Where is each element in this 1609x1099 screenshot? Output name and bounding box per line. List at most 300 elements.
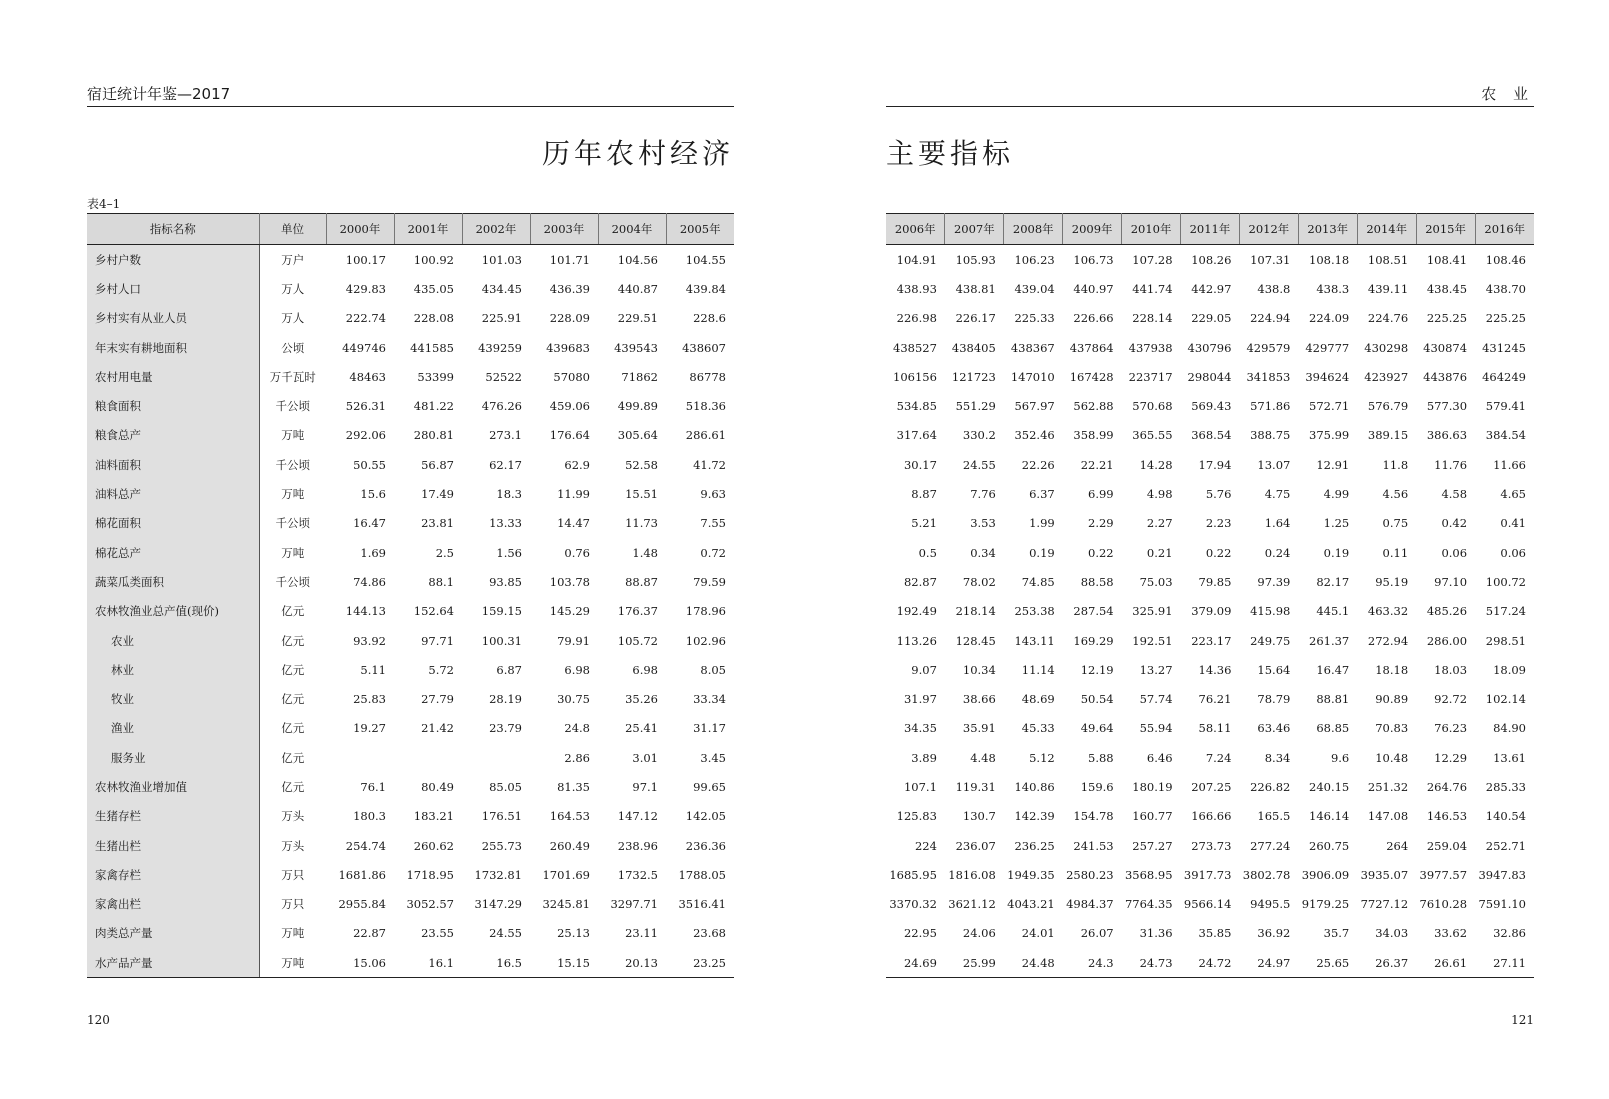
value-cell: 25.41: [625, 721, 658, 736]
value-cell: 74.85: [1021, 574, 1055, 589]
value-cell: 32.86: [1493, 926, 1526, 941]
table-row: [87, 714, 734, 743]
indicator-unit: 千公顷: [275, 399, 310, 414]
value-cell: 0.06: [1500, 545, 1526, 560]
value-cell: 14.36: [1198, 662, 1232, 677]
data-table-right: [886, 213, 1534, 978]
value-cell: 76.23: [1434, 721, 1468, 736]
value-cell: 76.21: [1198, 692, 1232, 707]
value-cell: 286.00: [1426, 633, 1468, 648]
table-row: [87, 743, 734, 772]
page-number-left: 120: [87, 1013, 110, 1027]
value-cell: 52522: [485, 369, 522, 384]
value-cell: 443876: [1423, 369, 1468, 384]
value-cell: 192.49: [896, 604, 937, 619]
value-cell: 24.8: [564, 721, 590, 736]
indicator-unit: 万头: [281, 838, 305, 853]
value-cell: 305.64: [617, 428, 658, 443]
table-row: [87, 479, 734, 508]
value-cell: 53399: [417, 369, 454, 384]
value-cell: 261.37: [1309, 633, 1350, 648]
value-cell: 33.62: [1434, 926, 1468, 941]
value-cell: 438405: [951, 340, 996, 355]
value-cell: 11.8: [1382, 457, 1409, 472]
value-cell: 106.73: [1073, 252, 1114, 267]
indicator-name: 粮食总产: [87, 421, 259, 450]
value-cell: 28.19: [489, 692, 522, 707]
value-cell: 10.48: [1375, 750, 1409, 765]
value-cell: 62.17: [489, 457, 522, 472]
value-cell: 34.03: [1375, 926, 1409, 941]
table-row: [886, 684, 1534, 713]
value-cell: 79.59: [693, 574, 726, 589]
value-cell: 11.73: [625, 516, 658, 531]
value-cell: 100.92: [413, 252, 454, 267]
value-cell: 26.07: [1080, 926, 1114, 941]
value-cell: 23.79: [489, 721, 522, 736]
value-cell: 31.36: [1139, 926, 1173, 941]
value-cell: 341853: [1246, 369, 1291, 384]
value-cell: 1816.08: [948, 867, 996, 882]
value-cell: 35.91: [962, 721, 996, 736]
value-cell: 285.33: [1485, 779, 1526, 794]
value-cell: 226.98: [896, 311, 937, 326]
value-cell: 30.75: [557, 692, 590, 707]
value-cell: 68.85: [1316, 721, 1350, 736]
header-year: 2011年: [1181, 214, 1240, 245]
table-row: [886, 245, 1534, 275]
value-cell: 176.51: [481, 809, 522, 824]
value-cell: 260.62: [413, 838, 454, 853]
value-cell: 476.26: [481, 399, 522, 414]
value-cell: 6.99: [1088, 487, 1114, 502]
value-cell: 145.29: [549, 604, 590, 619]
value-cell: 325.91: [1132, 604, 1173, 619]
table-row: [87, 567, 734, 596]
value-cell: 35.7: [1323, 926, 1350, 941]
value-cell: 570.68: [1132, 399, 1173, 414]
value-cell: 440.97: [1073, 281, 1114, 296]
indicator-name: 油料总产: [87, 479, 259, 508]
value-cell: 438607: [682, 340, 726, 355]
table-row: [886, 391, 1534, 420]
value-cell: 430298: [1364, 340, 1409, 355]
value-cell: 3621.12: [948, 897, 996, 912]
value-cell: 23.25: [666, 948, 734, 978]
value-cell: 164.53: [549, 809, 590, 824]
value-cell: 18.3: [496, 487, 522, 502]
value-cell: 76.1: [360, 779, 386, 794]
table-row: [87, 948, 734, 978]
value-cell: 24.3: [1063, 948, 1122, 978]
value-cell: 176.37: [617, 604, 658, 619]
indicator-unit: 万人: [281, 281, 305, 296]
table-row: [886, 304, 1534, 333]
indicator-name: 年末实有耕地面积: [87, 333, 259, 362]
value-cell: 143.11: [1014, 633, 1055, 648]
value-cell: 273.73: [1191, 838, 1232, 853]
value-cell: 102.14: [1485, 692, 1526, 707]
value-cell: 257.27: [1132, 838, 1173, 853]
value-cell: 2580.23: [1066, 867, 1114, 882]
value-cell: 352.46: [1014, 428, 1055, 443]
value-cell: 97.10: [1434, 574, 1468, 589]
value-cell: 25.65: [1298, 948, 1357, 978]
value-cell: 12.29: [1434, 750, 1468, 765]
value-cell: 228.6: [693, 311, 726, 326]
value-cell: 249.75: [1250, 633, 1291, 648]
value-cell: 3947.83: [1478, 867, 1526, 882]
value-cell: 436.39: [549, 281, 590, 296]
header-year: 2016年: [1475, 214, 1534, 245]
indicator-name: 蔬菜瓜类面积: [87, 567, 259, 596]
value-cell: 3802.78: [1242, 867, 1291, 882]
value-cell: 180.3: [353, 809, 386, 824]
header-unit: 单位: [259, 214, 326, 245]
value-cell: 569.43: [1191, 399, 1232, 414]
header-year: 2015年: [1416, 214, 1475, 245]
value-cell: 79.85: [1198, 574, 1232, 589]
value-cell: 3052.57: [406, 897, 454, 912]
value-cell: 105.93: [955, 252, 996, 267]
indicator-name: 生猪存栏: [87, 802, 259, 831]
value-cell: 5.76: [1205, 487, 1232, 502]
value-cell: 26.37: [1357, 948, 1416, 978]
value-cell: 438527: [893, 340, 937, 355]
value-cell: 5.88: [1088, 750, 1114, 765]
value-cell: 225.25: [1426, 311, 1468, 326]
indicator-unit: 万吨: [281, 926, 305, 941]
value-cell: 567.97: [1014, 399, 1055, 414]
value-cell: 330.2: [962, 428, 996, 443]
value-cell: 140.86: [1014, 779, 1055, 794]
table-row: [87, 860, 734, 889]
value-cell: 228.14: [1132, 311, 1173, 326]
value-cell: 101.71: [549, 252, 590, 267]
value-cell: 238.96: [617, 838, 658, 853]
value-cell: 218.14: [955, 604, 996, 619]
value-cell: 108.46: [1485, 252, 1526, 267]
value-cell: 140.54: [1485, 809, 1526, 824]
table-row: [886, 948, 1534, 978]
value-cell: 442.97: [1191, 281, 1232, 296]
value-cell: 147.08: [1367, 809, 1409, 824]
value-cell: 287.54: [1073, 604, 1114, 619]
value-cell: 152.64: [413, 604, 454, 619]
indicator-name: 农业: [87, 626, 259, 655]
right-page: [800, 0, 1609, 1099]
indicator-name: 家禽存栏: [87, 860, 259, 889]
value-cell: 229.05: [1191, 311, 1232, 326]
value-cell: 464249: [1482, 369, 1526, 384]
value-cell: 23.55: [421, 926, 454, 941]
indicator-unit: 千公顷: [275, 516, 310, 531]
value-cell: 1.48: [632, 545, 658, 560]
value-cell: 437864: [1069, 340, 1114, 355]
value-cell: 17.49: [421, 487, 454, 502]
value-cell: 88.58: [1080, 574, 1114, 589]
value-cell: 92.72: [1434, 692, 1468, 707]
value-cell: 5.72: [428, 662, 454, 677]
value-cell: 0.72: [700, 545, 726, 560]
value-cell: 429.83: [345, 281, 386, 296]
indicator-unit: 万吨: [281, 487, 305, 502]
value-cell: 11.66: [1493, 457, 1526, 472]
running-head-right: 农 业: [886, 84, 1534, 107]
value-cell: 226.82: [1250, 779, 1291, 794]
value-cell: 0.76: [564, 545, 590, 560]
value-cell: 236.25: [1014, 838, 1055, 853]
value-cell: 0.11: [1382, 545, 1409, 560]
indicator-name: 水产品产量: [87, 948, 259, 978]
value-cell: 78.02: [962, 574, 996, 589]
value-cell: 439.04: [1014, 281, 1055, 296]
value-cell: 146.53: [1426, 809, 1468, 824]
value-cell: 292.06: [345, 428, 386, 443]
value-cell: 11.99: [557, 487, 590, 502]
value-cell: 298.51: [1485, 633, 1526, 648]
value-cell: 0.5: [918, 545, 937, 560]
value-cell: 22.21: [1080, 457, 1114, 472]
value-cell: 8.87: [911, 487, 937, 502]
value-cell: 35.26: [625, 692, 658, 707]
table-row: [886, 538, 1534, 567]
value-cell: 24.69: [886, 948, 945, 978]
value-cell: 9495.5: [1250, 897, 1291, 912]
value-cell: 35.85: [1198, 926, 1232, 941]
value-cell: 438.45: [1426, 281, 1468, 296]
header-year: 2001年: [394, 214, 462, 245]
value-cell: 5.12: [1029, 750, 1055, 765]
value-cell: 0.34: [970, 545, 996, 560]
value-cell: 1685.95: [889, 867, 937, 882]
value-cell: 18.09: [1493, 662, 1526, 677]
value-cell: 222.74: [345, 311, 386, 326]
value-cell: 22.95: [903, 926, 937, 941]
value-cell: 107.28: [1132, 252, 1173, 267]
value-cell: 229.51: [617, 311, 658, 326]
value-cell: 100.31: [481, 633, 522, 648]
table-row: [87, 626, 734, 655]
value-cell: 576.79: [1367, 399, 1409, 414]
value-cell: 104.56: [617, 252, 658, 267]
header-year: 2009年: [1063, 214, 1122, 245]
value-cell: 93.85: [489, 574, 522, 589]
left-page: [0, 0, 800, 1099]
value-cell: 4.48: [970, 750, 996, 765]
value-cell: 20.13: [598, 948, 666, 978]
value-cell: 55.94: [1139, 721, 1173, 736]
value-cell: 7591.10: [1478, 897, 1526, 912]
value-cell: 223717: [1128, 369, 1173, 384]
value-cell: 176.64: [549, 428, 590, 443]
header-year: 2003年: [530, 214, 598, 245]
table-row: [87, 362, 734, 391]
value-cell: 13.61: [1493, 750, 1526, 765]
value-cell: 99.65: [693, 779, 726, 794]
value-cell: 108.41: [1426, 252, 1468, 267]
value-cell: 107.1: [903, 779, 937, 794]
table-row: [87, 919, 734, 948]
value-cell: 48463: [349, 369, 386, 384]
value-cell: 107.31: [1250, 252, 1291, 267]
value-cell: 277.24: [1250, 838, 1291, 853]
value-cell: 3147.29: [474, 897, 522, 912]
value-cell: 13.07: [1257, 457, 1291, 472]
value-cell: 551.29: [955, 399, 996, 414]
value-cell: 101.03: [481, 252, 522, 267]
value-cell: 16.47: [353, 516, 386, 531]
indicator-unit: 万头: [281, 809, 305, 824]
value-cell: 518.36: [685, 399, 726, 414]
value-cell: 41.72: [693, 457, 726, 472]
value-cell: 240.15: [1309, 779, 1350, 794]
value-cell: 1.56: [496, 545, 522, 560]
value-cell: 225.33: [1014, 311, 1055, 326]
indicator-name: 林业: [87, 655, 259, 684]
value-cell: 389.15: [1367, 428, 1409, 443]
table-row: [87, 597, 734, 626]
value-cell: 85.05: [489, 779, 522, 794]
value-cell: 88.87: [625, 574, 658, 589]
value-cell: 3977.57: [1419, 867, 1468, 882]
value-cell: 15.06: [326, 948, 394, 978]
value-cell: 3.89: [911, 750, 937, 765]
indicator-name: 农村用电量: [87, 362, 259, 391]
value-cell: 23.68: [693, 926, 726, 941]
table-row: [886, 333, 1534, 362]
indicator-unit: 亿元: [281, 633, 305, 648]
header-year: 2002年: [462, 214, 530, 245]
header-year: 2004年: [598, 214, 666, 245]
table-row: [886, 802, 1534, 831]
value-cell: 3917.73: [1183, 867, 1232, 882]
value-cell: 463.32: [1367, 604, 1409, 619]
page-number-right: 121: [1511, 1013, 1534, 1027]
value-cell: 4.58: [1441, 487, 1468, 502]
indicator-unit: 万吨: [259, 948, 326, 978]
header-year: 2007年: [945, 214, 1004, 245]
value-cell: 102.96: [685, 633, 726, 648]
table-row: [886, 450, 1534, 479]
value-cell: 128.45: [955, 633, 996, 648]
value-cell: 167428: [1069, 369, 1114, 384]
value-cell: 4.99: [1323, 487, 1350, 502]
value-cell: [462, 743, 530, 772]
value-cell: 0.06: [1441, 545, 1468, 560]
value-cell: 16.47: [1316, 662, 1350, 677]
header-year: 2013年: [1298, 214, 1357, 245]
indicator-unit: 亿元: [281, 604, 305, 619]
value-cell: 121723: [951, 369, 996, 384]
value-cell: 3297.71: [610, 897, 658, 912]
table-row: [886, 362, 1534, 391]
indicator-name: 渔业: [87, 714, 259, 743]
value-cell: 142.39: [1014, 809, 1055, 824]
value-cell: 2.5: [435, 545, 454, 560]
value-cell: 298044: [1187, 369, 1232, 384]
value-cell: 5.21: [911, 516, 937, 531]
value-cell: 1949.35: [1007, 867, 1055, 882]
value-cell: 106156: [893, 369, 937, 384]
value-cell: 88.81: [1316, 692, 1350, 707]
value-cell: 18.03: [1434, 662, 1468, 677]
value-cell: 25.13: [557, 926, 590, 941]
value-cell: 0.41: [1500, 516, 1526, 531]
value-cell: 142.05: [685, 809, 726, 824]
value-cell: 56.87: [421, 457, 454, 472]
value-cell: 82.17: [1316, 574, 1350, 589]
value-cell: 100.17: [345, 252, 386, 267]
value-cell: 7727.12: [1360, 897, 1409, 912]
value-cell: 16.5: [462, 948, 530, 978]
value-cell: 8.34: [1264, 750, 1291, 765]
value-cell: 4.75: [1264, 487, 1291, 502]
value-cell: 25.83: [353, 692, 386, 707]
value-cell: 80.49: [421, 779, 454, 794]
value-cell: 1732.5: [617, 867, 658, 882]
table-row: [886, 655, 1534, 684]
value-cell: 13.33: [489, 516, 522, 531]
value-cell: 21.42: [421, 721, 454, 736]
indicator-name: 服务业: [87, 743, 259, 772]
value-cell: 0.42: [1441, 516, 1468, 531]
value-cell: 253.38: [1014, 604, 1055, 619]
value-cell: 90.89: [1375, 692, 1409, 707]
value-cell: 438.93: [896, 281, 937, 296]
value-cell: 225.91: [481, 311, 522, 326]
value-cell: 86778: [689, 369, 726, 384]
value-cell: 7.76: [970, 487, 996, 502]
value-cell: 100.72: [1485, 574, 1526, 589]
value-cell: 183.21: [413, 809, 454, 824]
value-cell: 526.31: [345, 399, 386, 414]
value-cell: 103.78: [549, 574, 590, 589]
value-cell: 7.24: [1205, 750, 1232, 765]
value-cell: 9.63: [700, 487, 726, 502]
value-cell: 12.19: [1080, 662, 1114, 677]
value-cell: 24.06: [962, 926, 996, 941]
value-cell: 1.64: [1264, 516, 1291, 531]
value-cell: 1718.95: [406, 867, 454, 882]
value-cell: 571.86: [1250, 399, 1291, 414]
value-cell: 159.15: [481, 604, 522, 619]
value-cell: 280.81: [413, 428, 454, 443]
value-cell: 108.26: [1191, 252, 1232, 267]
value-cell: 27.11: [1475, 948, 1534, 978]
value-cell: 441.74: [1132, 281, 1173, 296]
indicator-unit: 亿元: [281, 662, 305, 677]
table-row: [87, 538, 734, 567]
value-cell: 226.17: [955, 311, 996, 326]
value-cell: 0.24: [1264, 545, 1291, 560]
value-cell: 11.76: [1434, 457, 1468, 472]
value-cell: 439543: [614, 340, 658, 355]
value-cell: 534.85: [896, 399, 937, 414]
table-row: [886, 421, 1534, 450]
value-cell: 4984.37: [1066, 897, 1114, 912]
value-cell: 224.76: [1367, 311, 1409, 326]
value-cell: 50.54: [1080, 692, 1114, 707]
value-cell: 224: [914, 838, 937, 853]
table-row: [87, 890, 734, 919]
value-cell: 485.26: [1426, 604, 1468, 619]
value-cell: 1732.81: [474, 867, 522, 882]
value-cell: 579.41: [1485, 399, 1526, 414]
value-cell: 30.17: [903, 457, 937, 472]
value-cell: 0.21: [1146, 545, 1173, 560]
value-cell: 0.75: [1382, 516, 1409, 531]
